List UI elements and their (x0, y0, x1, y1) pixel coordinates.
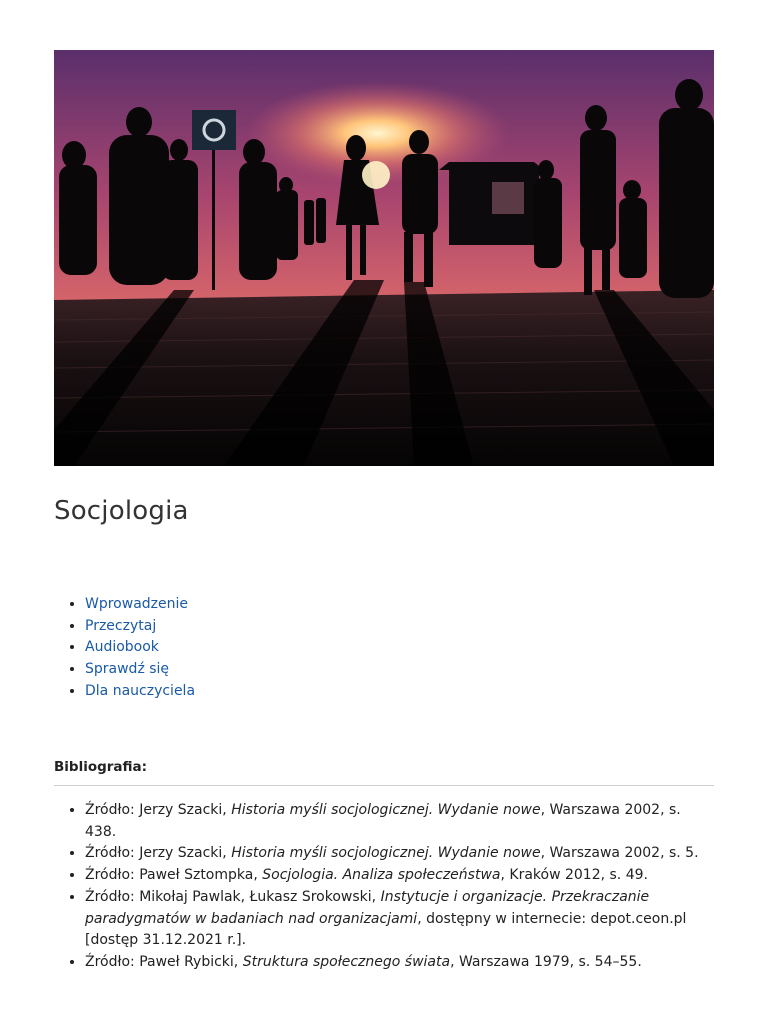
bibliography-list (54, 800, 715, 974)
entry-prefix: Źródło: Paweł Rybicki, (85, 953, 243, 970)
entry-title: Struktura społecznego świata (242, 953, 451, 970)
entry-suffix: , Warszawa 2002, s. 5. (540, 845, 699, 862)
bibliography-entry (85, 800, 715, 843)
bibliography-divider (54, 785, 714, 786)
entry-suffix: , dostępny w internecie: depot.ceon.pl [dostęp 31.12.2021 r.]. (85, 910, 687, 949)
entry-prefix: Źródło: Mikołaj Pawlak, Łukasz Srokowski, (85, 888, 381, 905)
entry-prefix: Źródło: Jerzy Szacki, (85, 845, 232, 862)
entry-suffix: , Warszawa 1979, s. 54–55. (450, 953, 642, 970)
section-nav (54, 594, 195, 703)
nav-link-przeczytaj[interactable]: Przeczytaj (85, 617, 157, 634)
nav-item (85, 594, 195, 616)
bibliography-entry (85, 887, 715, 952)
hero-image (54, 50, 714, 466)
nav-item (85, 637, 195, 659)
entry-title: Historia myśli socjologicznej. Wydanie nowe (231, 845, 541, 862)
bibliography-entry (85, 865, 715, 887)
sunset-boardwalk-photo (54, 50, 714, 466)
nav-link-sprawdz-sie[interactable]: Sprawdź się (85, 661, 170, 678)
entry-suffix: , Warszawa 2002, s. 438. (85, 802, 681, 840)
nav-item (85, 616, 195, 638)
entry-title: Socjologia. Analiza społeczeństwa (262, 867, 501, 884)
entry-prefix: Źródło: Jerzy Szacki, (85, 802, 232, 818)
bibliography-heading: Bibliografia: (54, 759, 148, 775)
bibliography-entry (85, 952, 715, 974)
entry-title: Instytucje i organizacje. Przekraczanie paradygmatów w badaniach nad organizacjami (85, 888, 650, 927)
page-title: Socjologia (54, 496, 189, 526)
nav-item (85, 659, 195, 681)
entry-prefix: Źródło: Paweł Sztompka, (85, 867, 263, 884)
nav-item (85, 681, 195, 703)
bibliography-entry (85, 843, 715, 865)
nav-link-dla-nauczyciela[interactable]: Dla nauczyciela (85, 682, 196, 699)
nav-link-wprowadzenie[interactable]: Wprowadzenie (85, 596, 188, 612)
entry-title: Historia myśli socjologicznej. Wydanie nowe (231, 802, 541, 818)
nav-link-audiobook[interactable]: Audiobook (85, 639, 159, 656)
entry-suffix: , Kraków 2012, s. 49. (500, 867, 648, 884)
